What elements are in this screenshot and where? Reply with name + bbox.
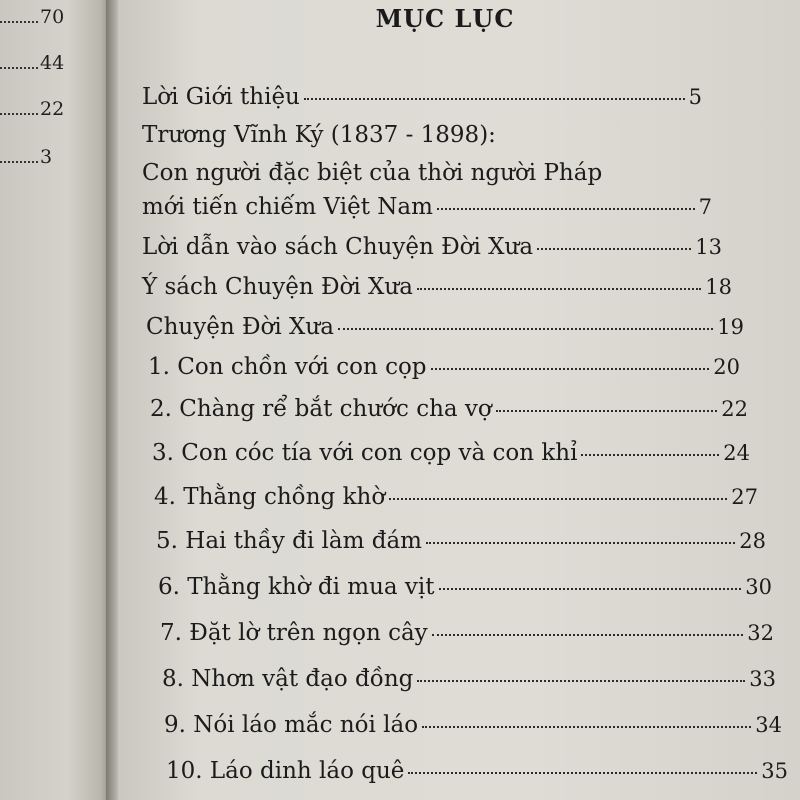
toc-entry-heading: Trương Vĩnh Ký (1837 - 1898): — [142, 122, 496, 148]
toc-entry: 4. Thằng chồng khờ 27 — [154, 484, 758, 510]
toc-entry: 10. Láo dinh láo quê 35 — [166, 758, 788, 784]
left-page-line: 70 — [0, 6, 112, 28]
left-page-line: 22 — [0, 98, 112, 120]
toc-entry: 9. Nói láo mắc nói láo 34 — [164, 712, 782, 738]
left-page — [0, 0, 112, 800]
left-page-line: 3 — [0, 146, 112, 168]
right-page — [118, 0, 800, 800]
toc-entry: 2. Chàng rể bắt chước cha vợ 22 — [150, 396, 748, 422]
toc-title: MỤC LỤC — [375, 4, 515, 33]
toc-entry: 3. Con cóc tía với con cọp và con khỉ 24 — [152, 440, 750, 466]
toc-entry-subtitle: Con người đặc biệt của thời người Pháp — [142, 160, 603, 186]
toc-entry: 6. Thằng khờ đi mua vịt 30 — [158, 574, 772, 600]
left-page-line: 44 — [0, 52, 112, 74]
toc-entry: Chuyện Đời Xưa 19 — [146, 314, 744, 340]
toc-entry: mới tiến chiếm Việt Nam 7 — [142, 194, 712, 220]
toc-entry: Lời Giới thiệu 5 — [142, 84, 702, 110]
toc-entry: Lời dẫn vào sách Chuyện Đời Xưa 13 — [142, 234, 722, 260]
toc-entry: 7. Đặt lờ trên ngọn cây 32 — [160, 620, 774, 646]
toc-entry: 5. Hai thầy đi làm đám 28 — [156, 528, 766, 554]
toc-entry: 8. Nhơn vật đạo đồng 33 — [162, 666, 776, 692]
toc-entry: 1. Con chồn với con cọp 20 — [148, 354, 740, 380]
toc-entry: Ý sách Chuyện Đời Xưa 18 — [142, 274, 732, 300]
